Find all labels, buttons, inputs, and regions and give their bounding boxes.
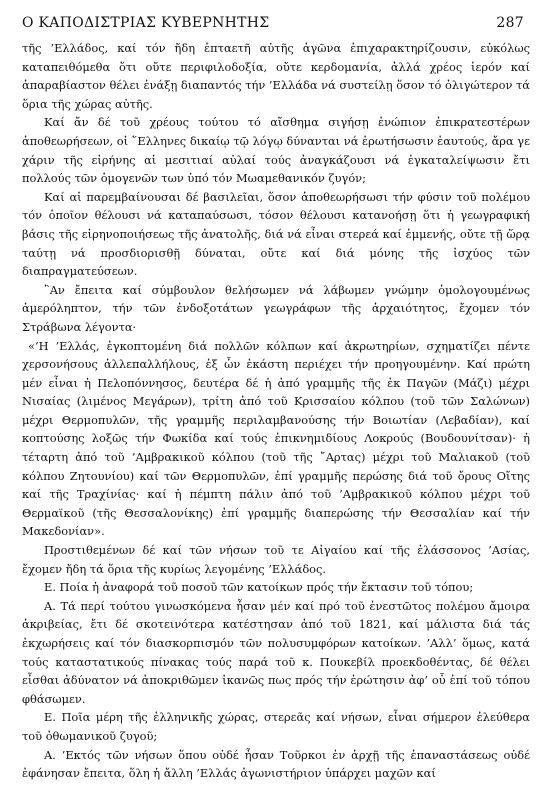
running-header [22,15,530,31]
page-number: 287 [496,15,524,31]
paragraph: Καί ἄν δέ τοῦ χρέους τούτου τό αἴσθημα σιγήσῃ ἐνώπιον ἐπικρατεστέρων ἀποθεωρήσεων, οἱ ῞Ελληνες δικαίῳ τῷ λόγῳ δύνανται νά ἐρωτήσωσιν ἑαυτούς, ἄρα γε χάριν τῆς εἰρήνης αἱ μεσιτιαί αὐλαί τούς ἀναγκάζουσι νά ἐγκαταλείψωσιν ἔτι πολλούς τῶν ὁμογενῶν των ὑπό τόν Μωαμεθανικόν ζυγόν; [22,115,530,186]
question-paragraph: Ε. Ποία ἡ ἀναφορά τοῦ ποσοῦ τῶν κατοίκων πρός τήν ἔκτασιν τοῦ τόπου; [44,580,474,595]
paragraph: Προστιθεμένων δέ καί τῶν νήσων τοῦ τε Αἰγαίου καί τῆς ἐλάσσονος ’Ασίας, ἔχομεν ἤδη τά ὅρια τῆς κυρίως λεγομένης ’Ελλάδος. [22,543,530,576]
quotation-paragraph: «’Η ’Ελλάς, ἐγκοπτομένη διά πολλῶν κόλπων καί ἀκρωτηρίων, σχηματίζει πέντε χερσονήσους ἀλλεπαλλήλους, ἐξ ὧν ἑκάστη περιέχει τήν προηγουμένην. Καί πρώτη μέν εἶναι ἡ Πελοπόννησος, δευτέρα δέ ἡ ἀπό γραμμῆς τῆς ἐκ Παγῶν (Μάζι) μέχρι Νισαίας (λιμένος Μεγάρων), τρίτη ἀπό τοῦ Κρισσαίου κόλπου (τοῦ τῶν Σαλώνων) μέχρι Θερμοπυλῶν, τῆς γραμμῆς περιλαμβανούσης τήν Βοιωτίαν (Λεβαδίαν), καί κοπτούσης λοξῶς τήν Φωκίδα καί τούς ἐπικνημιδίους Λοκρούς (Βουδουνίτσαν)· ἡ τέταρτη ἀπό τοῦ ’Αμβρακικοῦ κόλπου (τοῦ τῆς ῎Αρτας) μέχρι τοῦ Μαλιακοῦ (τοῦ κόλπου Ζητουνίου) καί τῶν Θερμοπυλῶν, ἐπί γραμμῆς περώσης διά τοῦ ὄρους Οἴτης καί τῆς Τραχίνίας· καί ἡ πέμπτη πάλιν ἀπό τοῦ ’Αμβρακικοῦ κόλπου μέχρι τοῦ Θερμαϊκοῦ (τῆς Θεσσαλονίκης) ἐπί γραμμῆς διαπερώσης τήν Θεσσαλίαν καί τήν Μακεδονίαν». [22,338,530,539]
paragraph: ῍Αν ἔπειτα καί σύμβουλον θελήσωμεν νά λάβωμεν γνώμην ὁμολογουμένως ἀμερόληπτον, τήν τῶν ἐνδοξοτάτων γεωγράφων τῆς ἀρχαιότητος, ἔχομεν τόν Στράβωνα λέγοντα· [22,282,530,334]
paragraph: τῆς ’Ελλάδος, καί τόν ἤδη ἑπταετῆ αὐτῆς ἀγῶνα ἐπιχαρακτηρίζουσιν, εὐκόλως καταπειθόμεθα ὅτι οὔτε περιφιλοδοξία, οὔτε κερδομανία, ἀλλά χρέος ἱερόν καί ἀπαραβίαστον θέλει ἐνάξῃ διαπαντός τήν ’Ελλάδα νά συστείλῃ ὅσον τό ὀλιγώτερον τά ὅρια τῆς χώρας αὐτῆς. [22,41,530,111]
answer-paragraph: Α. Τά περί τούτου γινωσκόμενα ἦσαν μέν καί πρό τοῦ ἐνεστῶτος πολέμου ἄμοιρα ἀκριβείας, ἔτι δέ σκοτεινότερα κατέστησαν ἀπό τοῦ 1821, καί μάλιστα διά τάς ἐκχωρήσεις καί τόν διασκορπισμόν τῶν πολυσυμφόρων κατοίκων. ’Αλλ’ ὅμως, κατά τούς καταστατικούς πίνακας τούς παρά τοῦ κ. Πουκεβίλ προεκδοθέντας, δέ θέλει εἶσθαι ἀδύνατον νά ἀποκριθῶμεν ἱκανῶς πως πρός τήν ἐρώτησιν ἀφ’ οὗ ἐπί τοῦ τόπου φθάσωμεν. [22,598,530,706]
body-text [22,39,530,783]
question-paragraph: Ε. Ποῖα μέρη τῆς ἑλληνικῆς χώρας, στερεᾶς καί νήσων, εἶναι σήμερον ἐλεύθερα τοῦ ὀθωμανικοῦ ζυγοῦ; [22,710,530,743]
answer-paragraph: Α. ’Εκτός τῶν νήσων ὅπου οὐδέ ἦσαν Τοῦρκοι ἐν ἀρχῇ τῆς ἐπαναστάσεως οὐδέ ἐφάνησαν ἔπειτα, ὅλη ἡ ἄλλη ’Ελλάς ἀγωνιστήριον ὑπάρχει μαχῶν καί [22,747,530,781]
running-title: Ο ΚΑΠΟΔΙΣΤΡΙΑΣ ΚΥΒΕΡΝΗΤΗΣ [22,15,270,31]
paragraph: Καί αἱ παρεμβαίνουσαι δέ βασιλεῖαι, ὅσον ἀποθεωρήσωσι τήν φύσιν τοῦ πολέμου τόν ὁποῖον θέλουσι νά καταπαύσωσι, τόσον θέλουσι κατανοήσῃ ὅτι ἡ γεωγραφική βάσις τῆς εἰρηνοποιήσεως τῆς ἀνατολῆς, διά νά εἶναι στερεά καί ἐμμενής, οὔτε τῇ ὥρᾳ ταύτῃ νά προσδιορισθῇ δύναται, οὔτε καί διά μόνης τῆς ἰσχύος τῶν διαπραγματεύσεων. [22,189,530,279]
